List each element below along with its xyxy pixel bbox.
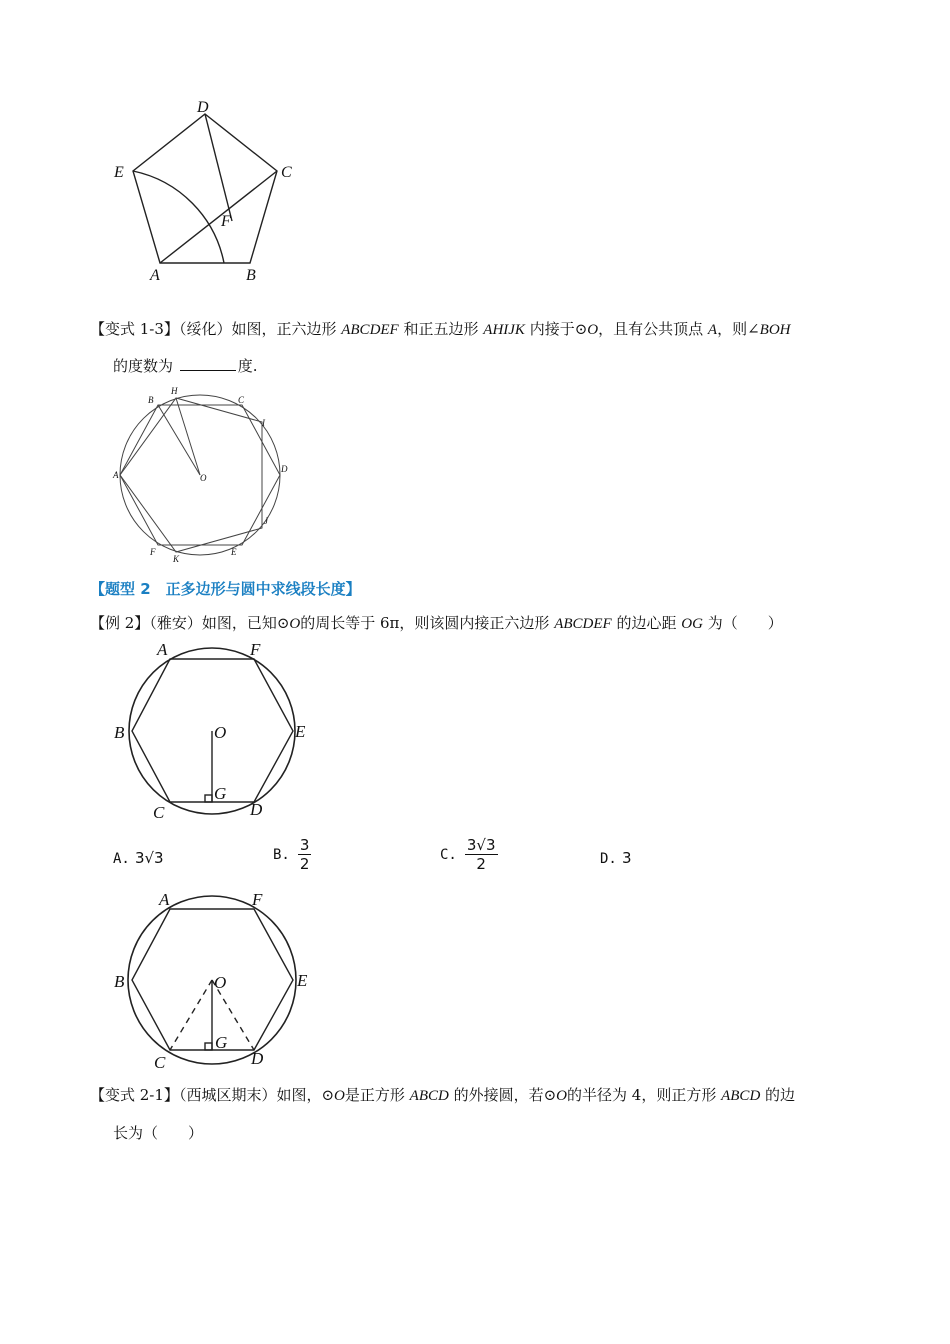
label-j: J xyxy=(264,516,268,526)
option-b[interactable]: B. $\frac{3}{2}$ xyxy=(273,836,310,873)
label-d: D xyxy=(250,800,263,819)
circle-hexagon-pentagon-figure xyxy=(110,385,300,565)
label-c: C xyxy=(154,1053,166,1070)
option-c[interactable]: C. $\frac{3√3}{2}$ xyxy=(440,836,496,873)
source: （绥化） xyxy=(178,320,232,338)
example-tag: 【例 2】 xyxy=(90,614,150,632)
variant-1-3-line1: 【变式 1-3】（绥化）如图，正六边形 ABCDEF 和正五边形 AHIJK 内接于⊙O，且有公共顶点 A，则∠BOH xyxy=(90,320,791,338)
label-c: C xyxy=(153,803,165,820)
label-c: C xyxy=(238,395,245,405)
option-a[interactable]: A. 3√3 xyxy=(113,849,164,867)
label-d: D xyxy=(251,1049,264,1068)
option-d[interactable]: D. 3 xyxy=(600,849,632,867)
segment-db xyxy=(205,114,232,221)
label-f: F xyxy=(150,547,156,557)
label-e: E xyxy=(297,971,308,990)
hexagon-circle-figure xyxy=(105,640,315,820)
label-e: E xyxy=(231,547,237,557)
label-b: B xyxy=(148,395,154,405)
variant-2-1-line1: 【变式 2-1】（西城区期末）如图，⊙O是正方形 ABCD 的外接圆，若⊙O的半径为 4，则正方形 ABCD 的边 xyxy=(90,1086,796,1104)
label-b: B xyxy=(246,267,256,284)
label-f: F xyxy=(252,890,263,909)
right-angle-mark xyxy=(205,1043,212,1050)
label-f: F xyxy=(250,640,261,659)
segment-ob xyxy=(158,405,200,475)
label-e: E xyxy=(295,722,306,741)
hexagon-solution-figure xyxy=(105,885,315,1070)
label-o: O xyxy=(200,473,207,483)
variant-tag: 【变式 2-1】 xyxy=(90,1086,179,1104)
label-e: E xyxy=(114,164,124,181)
pentagon-figure xyxy=(100,92,310,287)
label-b: B xyxy=(114,972,125,991)
label-i: I xyxy=(262,418,265,428)
label-d: D xyxy=(281,464,288,474)
label-o: O xyxy=(214,973,227,992)
segment-oh xyxy=(176,398,200,475)
label-c: C xyxy=(281,164,292,181)
label-h: H xyxy=(171,386,178,396)
variant-2-1-line2: 长为（ ） xyxy=(113,1124,204,1142)
label-a: A xyxy=(113,470,119,480)
label-b: B xyxy=(114,723,125,742)
section-heading: 【题型 2 正多边形与圆中求线段长度】 xyxy=(90,580,361,598)
example-2-text: 【例 2】（雅安）如图，已知⊙O的周长等于 6π，则该圆内接正六边形 ABCDEF 的边心距 OG 为（ ） xyxy=(90,614,783,632)
label-a: A xyxy=(157,640,168,659)
label-g: G xyxy=(215,1033,228,1052)
label-d: D xyxy=(197,99,209,116)
label-k: K xyxy=(173,554,180,564)
label-a: A xyxy=(159,890,170,909)
variant-tag: 【变式 1-3】 xyxy=(90,320,179,338)
label-o: O xyxy=(214,723,227,742)
right-angle-mark xyxy=(205,795,212,802)
label-a: A xyxy=(150,267,160,284)
label-g: G xyxy=(214,784,227,803)
variant-1-3-line2: 的度数为 度. xyxy=(113,357,258,375)
label-f: F xyxy=(221,213,231,230)
segment-ac xyxy=(160,171,277,263)
dashed-oc xyxy=(170,980,212,1050)
answer-blank xyxy=(180,356,236,371)
